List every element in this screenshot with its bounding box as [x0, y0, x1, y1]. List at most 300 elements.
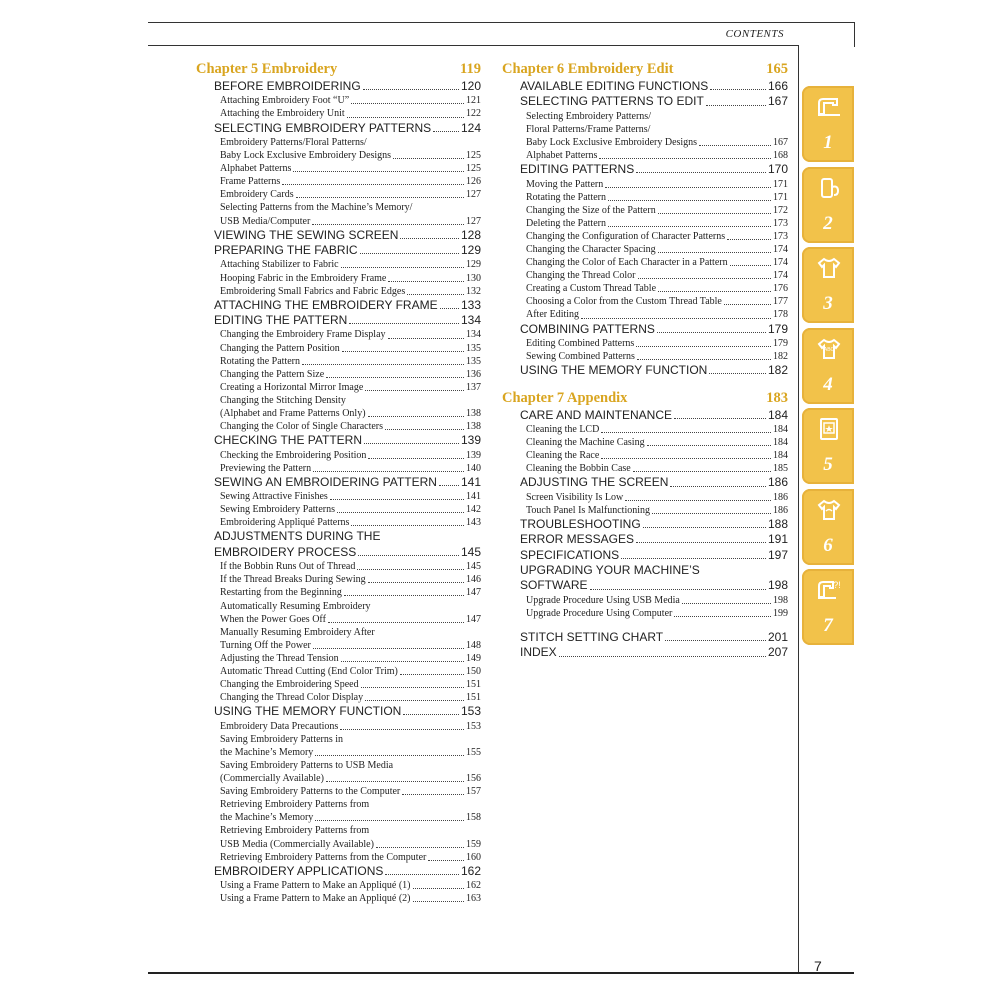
toc-page-number: 170 — [767, 162, 788, 177]
toc-subsection-entry[interactable] — [502, 136, 788, 149]
dot-leader — [724, 304, 771, 305]
toc-page-number: 150 — [466, 666, 481, 677]
toc-section-entry[interactable] — [502, 563, 788, 578]
dot-leader — [674, 616, 771, 617]
chapter-tab-3[interactable] — [802, 247, 854, 323]
page-header-contents: CONTENTS — [725, 28, 784, 40]
toc-subsection-entry[interactable] — [196, 759, 481, 772]
toc-section-entry[interactable] — [196, 433, 481, 448]
toc-subsection-entry[interactable] — [502, 350, 788, 363]
toc-page-number: 126 — [466, 176, 481, 188]
dot-leader — [599, 158, 771, 159]
chapter-tab-7[interactable] — [802, 569, 854, 645]
toc-page-number: 137 — [466, 381, 481, 393]
dot-leader — [302, 364, 464, 365]
toc-entry-title: Previewing the Pattern — [220, 462, 312, 474]
toc-subsection-entry[interactable] — [196, 746, 481, 759]
toc-subsection-entry[interactable] — [196, 188, 481, 201]
dot-leader — [636, 346, 771, 347]
toc-subsection-entry[interactable] — [196, 851, 481, 864]
toc-entry-title: Cleaning the Machine Casing — [526, 437, 645, 449]
toc-subsection-entry[interactable] — [196, 691, 481, 704]
abc-shirt-icon — [816, 336, 842, 362]
toc-page-number: 134 — [466, 329, 481, 341]
dot-leader — [647, 445, 771, 446]
toc-page-number: 147 — [466, 587, 481, 599]
dot-leader — [433, 131, 459, 132]
toc-subsection-entry[interactable] — [196, 560, 481, 573]
toc-subsection-entry[interactable] — [502, 462, 788, 475]
toc-entry-title: When the Power Goes Off — [220, 613, 326, 625]
toc-entry-title: Creating a Horizontal Mirror Image — [220, 381, 364, 393]
toc-entry-title: Changing the Color of Each Character in a Pattern — [526, 257, 728, 269]
toc-subsection-entry[interactable] — [196, 215, 481, 228]
toc-section-entry[interactable] — [502, 475, 788, 490]
chapter-tab-2[interactable] — [802, 167, 854, 243]
toc-page-number: 141 — [460, 474, 481, 489]
toc-subsection-entry[interactable] — [196, 355, 481, 368]
toc-subsection-entry[interactable] — [502, 230, 788, 243]
toc-subsection-entry[interactable] — [196, 600, 481, 613]
toc-entry-title: Chapter 6 Embroidery Edit — [502, 61, 674, 77]
dot-leader — [658, 252, 771, 253]
toc-subsection-entry[interactable] — [502, 594, 788, 607]
toc-subsection-entry[interactable] — [196, 824, 481, 837]
toc-page-number: 125 — [466, 163, 481, 175]
toc-section-entry[interactable] — [502, 322, 788, 337]
toc-entry-title: Touch Panel Is Malfunctioning — [526, 504, 650, 516]
toc-subsection-entry[interactable] — [502, 110, 788, 123]
dot-leader — [313, 471, 464, 472]
dot-leader — [365, 700, 464, 701]
toc-section-entry[interactable] — [196, 313, 481, 328]
dot-leader — [388, 281, 464, 282]
toc-section-entry[interactable] — [196, 243, 481, 258]
toc-section-entry[interactable] — [502, 532, 788, 547]
toc-page-number: 182 — [773, 351, 788, 363]
toc-entry-title: SOFTWARE — [520, 578, 588, 593]
toc-subsection-entry[interactable] — [196, 733, 481, 746]
toc-entry-title: BEFORE EMBROIDERING — [214, 79, 361, 93]
toc-subsection-entry[interactable] — [196, 162, 481, 175]
dot-leader — [413, 888, 464, 889]
toc-subsection-entry[interactable] — [196, 285, 481, 298]
toc-subsection-entry[interactable] — [196, 328, 481, 341]
toc-page-number: 145 — [460, 544, 481, 559]
toc-entry-title: Selecting Patterns from the Machine’s Memory/ — [220, 202, 413, 214]
toc-subsection-entry[interactable] — [196, 811, 481, 824]
toc-entry-title: USB Media/Computer — [220, 215, 311, 227]
toc-subsection-entry[interactable] — [196, 879, 481, 892]
toc-subsection-entry[interactable] — [196, 490, 481, 503]
dot-leader — [601, 458, 771, 459]
toc-subsection-entry[interactable] — [502, 308, 788, 321]
thread-spool-icon — [816, 175, 842, 201]
toc-entry-title: Deleting the Pattern — [526, 217, 606, 229]
toc-entry-title: Checking the Embroidering Position — [220, 449, 367, 461]
dot-leader — [608, 200, 771, 201]
toc-subsection-entry[interactable] — [196, 342, 481, 355]
toc-page-number: 160 — [466, 851, 481, 863]
toc-entry-title: Changing the Character Spacing — [526, 244, 656, 256]
toc-right-column — [502, 60, 788, 661]
chapter-tab-6[interactable] — [802, 489, 854, 565]
toc-page-number: 127 — [466, 189, 481, 201]
toc-subsection-entry[interactable] — [502, 256, 788, 269]
toc-page-number: 174 — [773, 257, 788, 269]
dot-leader — [652, 513, 771, 514]
toc-subsection-entry[interactable] — [196, 573, 481, 586]
toc-subsection-entry[interactable] — [502, 423, 788, 436]
toc-page-number: 155 — [466, 746, 481, 758]
toc-chapter-heading[interactable] — [502, 60, 788, 79]
dot-leader — [341, 661, 464, 662]
toc-entry-title: the Machine’s Memory — [220, 746, 314, 758]
dot-leader — [608, 226, 771, 227]
toc-page-number: 138 — [466, 421, 481, 433]
toc-page-number: 153 — [466, 720, 481, 732]
toc-entry-title: Using a Frame Pattern to Make an Appliqué (1) — [220, 880, 411, 892]
toc-chapter-heading[interactable] — [196, 60, 481, 79]
toc-entry-title: Automatic Thread Cutting (End Color Trim) — [220, 666, 398, 677]
toc-chapter-heading[interactable] — [502, 389, 788, 408]
toc-page-number: 184 — [767, 407, 788, 422]
toc-page-number: 156 — [466, 773, 481, 785]
dot-leader — [670, 486, 766, 487]
toc-subsection-entry[interactable] — [196, 258, 481, 271]
dot-leader — [393, 158, 464, 159]
toc-entry-title: Changing the Thread Color Display — [220, 692, 364, 704]
toc-entry-title: Saving Embroidery Patterns to USB Media — [220, 759, 394, 771]
toc-subsection-entry[interactable] — [502, 217, 788, 230]
dot-leader — [601, 432, 771, 433]
toc-entry-title: Turning Off the Power — [220, 639, 311, 651]
chapter-tab-4[interactable] — [802, 328, 854, 404]
dot-leader — [364, 443, 459, 444]
toc-page-number: 166 — [767, 79, 788, 93]
toc-entry-title: Changing the Pattern Position — [220, 342, 340, 354]
toc-page-number: 173 — [773, 217, 788, 229]
toc-entry-title: USING THE MEMORY FUNCTION — [520, 363, 708, 378]
toc-page-number: 168 — [773, 150, 788, 162]
dot-leader — [293, 171, 464, 172]
toc-subsection-entry[interactable] — [502, 436, 788, 449]
toc-subsection-entry[interactable] — [502, 204, 788, 217]
toc-page-number: 191 — [767, 532, 788, 547]
toc-page-number: 141 — [466, 491, 481, 503]
dot-leader — [559, 656, 766, 657]
dot-leader — [400, 238, 459, 239]
toc-section-entry[interactable] — [196, 864, 481, 879]
toc-entry-title: Alphabet Patterns — [526, 150, 598, 162]
toc-entry-title: Alphabet Patterns — [220, 163, 292, 175]
dot-leader — [312, 224, 464, 225]
chapter-tab-1[interactable] — [802, 86, 854, 162]
toc-spacer — [502, 620, 788, 630]
dot-leader — [341, 267, 464, 268]
toc-section-entry[interactable] — [196, 475, 481, 490]
toc-subsection-entry[interactable] — [196, 639, 481, 652]
toc-section-entry[interactable] — [502, 548, 788, 563]
toc-subsection-entry[interactable] — [502, 178, 788, 191]
toc-subsection-entry[interactable] — [502, 449, 788, 462]
toc-entry-title: (Commercially Available) — [220, 773, 324, 785]
toc-section-entry[interactable] — [196, 79, 481, 94]
toc-subsection-entry[interactable] — [502, 504, 788, 517]
toc-entry-title: Embroidery Data Precautions — [220, 720, 339, 732]
toc-section-entry[interactable] — [196, 529, 481, 544]
toc-entry-title: Rotating the Pattern — [526, 191, 606, 203]
toc-page-number: 151 — [466, 679, 481, 691]
toc-entry-title: Changing the Embroidery Frame Display — [220, 329, 386, 341]
toc-entry-title: ADJUSTMENTS DURING THE — [214, 529, 381, 544]
toc-subsection-entry[interactable] — [196, 381, 481, 394]
toc-entry-title: Saving Embroidery Patterns to the Computer — [220, 786, 401, 798]
toc-page-number: 139 — [460, 433, 481, 448]
toc-page-number: 176 — [773, 283, 788, 295]
toc-subsection-entry[interactable] — [196, 626, 481, 639]
column-divider-rule — [798, 45, 799, 973]
toc-entry-title: (Alphabet and Frame Patterns Only) — [220, 408, 366, 420]
toc-subsection-entry[interactable] — [196, 368, 481, 381]
dot-leader — [330, 499, 464, 500]
toc-entry-title: Embroidery Cards — [220, 189, 294, 201]
toc-subsection-entry[interactable] — [196, 272, 481, 285]
toc-page-number: 125 — [466, 150, 481, 162]
toc-left-column — [196, 60, 481, 905]
toc-section-entry[interactable] — [502, 79, 788, 94]
toc-entry-title: Manually Resuming Embroidery After — [220, 626, 375, 638]
toc-entry-title: SELECTING EMBROIDERY PATTERNS — [214, 120, 432, 135]
toc-page-number: 146 — [466, 574, 481, 586]
dot-leader — [581, 318, 771, 319]
toc-page-number: 186 — [773, 504, 788, 516]
toc-entry-title: Cleaning the LCD — [526, 423, 600, 435]
toc-subsection-entry[interactable] — [196, 175, 481, 188]
toc-subsection-entry[interactable] — [196, 462, 481, 475]
chapter-tab-5[interactable] — [802, 408, 854, 484]
dot-leader — [674, 418, 766, 419]
toc-entry-title: the Machine’s Memory — [220, 812, 314, 824]
toc-subsection-entry[interactable] — [196, 772, 481, 785]
dot-leader — [340, 729, 464, 730]
dot-leader — [328, 622, 464, 623]
dot-leader — [657, 332, 766, 333]
toc-subsection-entry[interactable] — [196, 449, 481, 462]
toc-page-number: 188 — [767, 516, 788, 531]
toc-page-number: 124 — [460, 120, 481, 135]
toc-subsection-entry[interactable] — [502, 149, 788, 162]
toc-section-entry[interactable] — [502, 94, 788, 109]
toc-subsection-entry[interactable] — [502, 269, 788, 282]
toc-entry-title: VIEWING THE SEWING SCREEN — [214, 227, 399, 242]
dot-leader — [413, 901, 464, 902]
toc-entry-title: USING THE MEMORY FUNCTION — [214, 704, 402, 719]
toc-page-number: 184 — [773, 450, 788, 462]
toc-subsection-entry[interactable] — [196, 785, 481, 798]
dot-leader — [727, 239, 771, 240]
toc-subsection-entry[interactable] — [502, 337, 788, 350]
toc-entry-title: Changing the Stitching Density — [220, 394, 346, 406]
toc-subsection-entry[interactable] — [196, 420, 481, 433]
toc-section-entry[interactable] — [502, 578, 788, 593]
toc-section-entry[interactable] — [196, 298, 481, 313]
toc-subsection-entry[interactable] — [196, 201, 481, 214]
dot-leader — [368, 416, 464, 417]
toc-section-entry[interactable] — [502, 517, 788, 532]
toc-page-number: 163 — [466, 893, 481, 905]
toc-subsection-entry[interactable] — [196, 720, 481, 733]
toc-subsection-entry[interactable] — [196, 136, 481, 149]
toc-page-number: 121 — [466, 95, 481, 107]
toc-subsection-entry[interactable] — [196, 94, 481, 107]
toc-subsection-entry[interactable] — [502, 191, 788, 204]
toc-entry-title: Attaching Stabilizer to Fabric — [220, 259, 339, 271]
toc-page-number: 177 — [773, 296, 788, 308]
dot-leader — [643, 527, 766, 528]
toc-page-number: 153 — [460, 704, 481, 719]
toc-page-number: 139 — [466, 449, 481, 461]
toc-page-number: 157 — [466, 786, 481, 798]
toc-entry-title: ERROR MESSAGES — [520, 532, 635, 547]
dot-leader — [315, 820, 464, 821]
chapter-tab-number: 4 — [823, 373, 833, 395]
toc-entry-title: Selecting Embroidery Patterns/ — [526, 110, 651, 122]
dot-leader — [385, 874, 459, 875]
dot-leader — [658, 291, 771, 292]
toc-subsection-entry[interactable] — [502, 295, 788, 308]
toc-entry-title: After Editing — [526, 309, 580, 321]
toc-page-number: 122 — [466, 108, 481, 120]
toc-page-number: 119 — [460, 61, 481, 77]
toc-page-number: 173 — [773, 230, 788, 242]
toc-section-entry[interactable] — [502, 630, 788, 645]
toc-page-number: 120 — [460, 79, 481, 93]
machine-question-icon — [816, 577, 842, 603]
toc-entry-title: ATTACHING THE EMBROIDERY FRAME — [214, 297, 438, 312]
toc-subsection-entry[interactable] — [196, 892, 481, 905]
toc-section-entry[interactable] — [502, 408, 788, 423]
toc-entry-title: COMBINING PATTERNS — [520, 321, 655, 336]
toc-page-number: 198 — [773, 594, 788, 606]
toc-entry-title: Embroidery Patterns/Floral Patterns/ — [220, 136, 367, 148]
toc-section-entry[interactable] — [196, 228, 481, 243]
toc-entry-title: If the Bobbin Runs Out of Thread — [220, 561, 356, 573]
toc-entry-title: Chapter 7 Appendix — [502, 389, 628, 406]
dot-leader — [342, 351, 464, 352]
toc-page-number: 162 — [460, 863, 481, 878]
toc-spacer — [502, 379, 788, 389]
toc-page-number: 151 — [466, 692, 481, 704]
dot-leader — [403, 714, 459, 715]
chapter-tab-number: 3 — [823, 293, 833, 314]
toc-subsection-entry[interactable] — [196, 678, 481, 691]
toc-page-number: 135 — [466, 342, 481, 354]
toc-entry-title: Retrieving Embroidery Patterns from the Computer — [220, 851, 427, 863]
toc-entry-title: Retrieving Embroidery Patterns from — [220, 825, 370, 837]
toc-entry-title: Changing the Configuration of Character Patterns — [526, 230, 726, 242]
toc-section-entry[interactable] — [502, 645, 788, 660]
toc-page-number: 179 — [767, 321, 788, 336]
toc-section-entry[interactable] — [502, 162, 788, 177]
toc-entry-title: STITCH SETTING CHART — [520, 630, 664, 645]
dot-leader — [315, 755, 464, 756]
toc-section-entry[interactable] — [196, 704, 481, 719]
dot-leader — [682, 603, 771, 604]
dot-leader — [351, 525, 464, 526]
toc-subsection-entry[interactable] — [196, 149, 481, 162]
toc-subsection-entry[interactable] — [196, 503, 481, 516]
toc-page-number: 145 — [466, 561, 481, 573]
toc-subsection-entry[interactable] — [196, 516, 481, 529]
toc-subsection-entry[interactable] — [196, 652, 481, 665]
toc-page-number: 133 — [460, 297, 481, 312]
toc-subsection-entry[interactable] — [502, 243, 788, 256]
toc-entry-title: Changing the Size of the Pattern — [526, 204, 656, 216]
toc-entry-title: CHECKING THE PATTERN — [214, 433, 363, 448]
dot-leader — [402, 794, 464, 795]
toc-page-number: 148 — [466, 639, 481, 651]
toc-subsection-entry[interactable] — [196, 107, 481, 120]
toc-subsection-entry[interactable] — [502, 282, 788, 295]
toc-entry-title: Changing the Pattern Size — [220, 368, 325, 380]
dot-leader — [633, 471, 771, 472]
toc-entry-title: Sewing Attractive Finishes — [220, 491, 328, 503]
toc-page-number: 184 — [773, 437, 788, 449]
dot-leader — [638, 278, 771, 279]
sewing-machine-icon — [816, 94, 842, 120]
toc-subsection-entry[interactable] — [196, 407, 481, 420]
toc-subsection-entry[interactable] — [502, 123, 788, 136]
toc-subsection-entry[interactable] — [196, 665, 481, 678]
toc-section-entry[interactable] — [196, 121, 481, 136]
toc-entry-title: Moving the Pattern — [526, 178, 604, 190]
toc-subsection-entry[interactable] — [196, 613, 481, 626]
toc-entry-title: Hooping Fabric in the Embroidery Frame — [220, 272, 387, 284]
dot-leader — [368, 582, 464, 583]
dot-leader — [313, 648, 464, 649]
toc-entry-title: Attaching the Embroidery Unit — [220, 108, 345, 120]
toc-entry-title: SEWING AN EMBROIDERING PATTERN — [214, 474, 437, 489]
toc-entry-title: Adjusting the Thread Tension — [220, 652, 339, 664]
dot-leader — [605, 187, 771, 188]
toc-subsection-entry[interactable] — [196, 586, 481, 599]
toc-page-number: 134 — [460, 313, 481, 328]
toc-subsection-entry[interactable] — [196, 838, 481, 851]
toc-subsection-entry[interactable] — [502, 607, 788, 620]
toc-entry-title: Editing Combined Patterns — [526, 337, 635, 349]
toc-subsection-entry[interactable] — [502, 491, 788, 504]
toc-entry-title: Changing the Embroidering Speed — [220, 679, 359, 691]
toc-entry-title: Rotating the Pattern — [220, 355, 300, 367]
toc-entry-title: Floral Patterns/Frame Patterns/ — [526, 123, 651, 135]
toc-subsection-entry[interactable] — [196, 798, 481, 811]
dot-leader — [706, 105, 766, 106]
toc-entry-title: AVAILABLE EDITING FUNCTIONS — [520, 79, 709, 93]
toc-page-number: 179 — [773, 337, 788, 349]
toc-entry-title: Restarting from the Beginning — [220, 587, 342, 599]
dot-leader — [365, 390, 464, 391]
dot-leader — [621, 558, 766, 559]
toc-subsection-entry[interactable] — [196, 394, 481, 407]
svg-text:?!: ?! — [833, 580, 841, 590]
chapter-tab-number: 1 — [823, 132, 833, 153]
toc-entry-title: Cleaning the Race — [526, 450, 600, 462]
toc-entry-title: EDITING THE PATTERN — [214, 313, 348, 328]
toc-section-entry[interactable] — [502, 363, 788, 378]
toc-section-entry[interactable] — [196, 545, 481, 560]
dot-leader — [376, 847, 464, 848]
